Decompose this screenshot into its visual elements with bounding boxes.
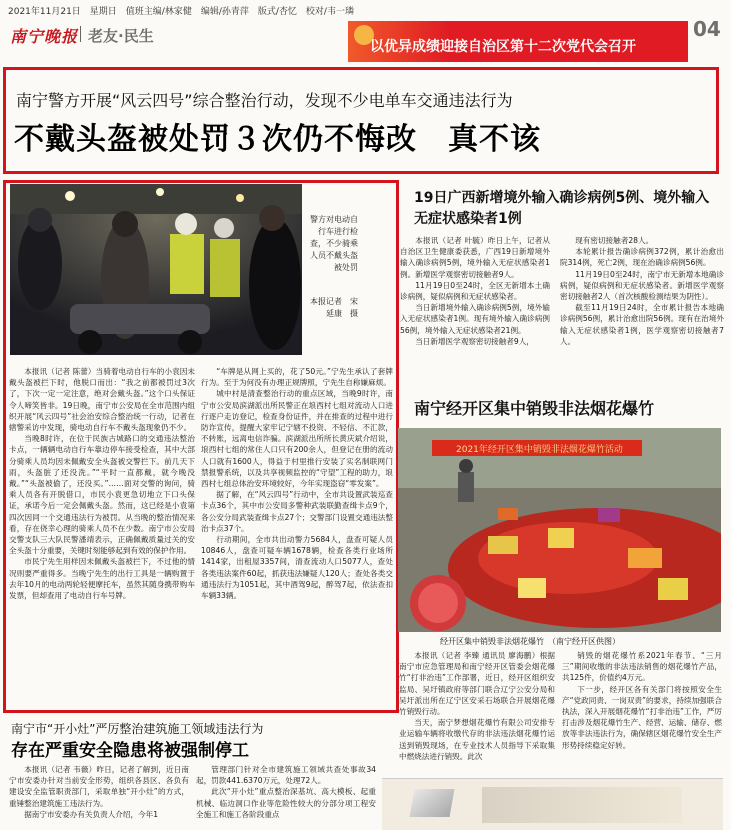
kitchen-kicker: 南宁市“开小灶”严厉整治建筑施工领域违法行为 [11, 722, 264, 736]
lead-headline: 不戴头盔被处罚３次仍不悔改 真不该 [14, 122, 541, 157]
lead-paragraph: “车牌是从网上买的，花了50元。”宁先生承认了套牌行为。至于为何没有办理正规牌照，宁先生自称嫌麻烦。 [201, 367, 393, 388]
lead-kicker: 南宁警方开展“风云四号”综合整治行动，发现不少电单车交通违法行为 [16, 91, 513, 110]
photo-scene [10, 184, 302, 355]
fireworks-photo [398, 428, 721, 632]
covid-paragraph: 现有密切接触者28人。 [575, 236, 654, 245]
lead-paragraph: 行动期间，全市共出动警力5684人，盘查可疑人员10846人，盘查可疑车辆1678辆，检查各类行业场所1414家，出租屋3357间，清查流动人口5077人，查处各类违法案件60起，抓获违法嫌疑人120人；查处各类交通违法行为1051起，其中酒驾9起，醉驾7起，依法查扣车辆33辆。 [201, 535, 393, 601]
fireworks-paragraph: 销毁的烟花爆竹系2021年春节、“三月三”期间收缴的非法违法销售的烟花爆竹产品，共125件，价值约4万元。 [562, 651, 722, 683]
section-title: 老友·民生 [88, 27, 154, 45]
kitchen-column-1 [9, 764, 189, 828]
covid-paragraph: 当日新增境外输入确诊病例5例，境外输入无症状感染者1例。现有境外输入确诊病例56例，境外输入无症状感染者21例。 [400, 303, 550, 335]
fireworks-paragraph: 当天，南宁梦想烟花爆竹有限公司安排专业运输车辆将收缴代存的非法违法烟花爆竹运送到销毁现场，在专业技术人员指导下采取集中燃烧法进行销毁。此次 [399, 718, 555, 761]
lead-paragraph: 据了解，在“风云四号”行动中，全市共设置武装巡查卡点36个，其中市公安局多警种武装联勤查缉卡点9个，各公安分局武装查缉卡点27个；交警部门设置交通违法整治卡点37个。 [201, 490, 393, 533]
covid-paragraph: 11月19日0至24时，南宁市无新增本地确诊病例，疑似病例和无症状感染者。新增医学观察密切接触者2人（首次核酸检测结果为阴性）。 [560, 269, 724, 302]
kitchen-paragraph: 据南宁市安委办有关负责人介绍，今年1 [24, 809, 159, 819]
banner-title: 以优异成绩迎接自治区第十二次党代会召开 [370, 39, 636, 55]
covid-paragraph: 当日新增医学观察密切接触者9人， [415, 336, 534, 346]
fireworks-photo-caption: 经开区集中销毁非法烟花爆竹 （南宁经开区供图） [440, 637, 620, 646]
fireworks-headline: 南宁经开区集中销毁非法烟花爆竹 [414, 399, 655, 418]
kitchen-paragraph: 管理部门针对全市建筑施工领域共查处事故34起，罚款441.6370万元，处理72人。 [196, 765, 376, 786]
covid-paragraph: 本轮累计报告确诊病例372例，累计治愈出院314例，死亡2例，现在治确诊病例56例。 [560, 247, 724, 268]
police-check-photo [10, 184, 302, 355]
photo-credit: 本报记者 宋延康 摄 [310, 297, 358, 318]
fireworks-paragraph: 下一步，经开区各有关部门将按照安全生产“党政同责、一岗双责”的要求，持续加强联合执法，深入开展烟花爆竹“打非治违”工作，严厉打击涉及烟花爆竹生产、经营、运输、储存、燃放等非法违法行为，确保辖区烟花爆竹安全生产形势持续稳定好转。 [562, 684, 722, 750]
party-congress-banner [348, 21, 688, 62]
fireworks-paragraph: 本报讯（记者 李臻 通讯员 廖海鹏）根据南宁市应急管理局和南宁经开区管委会烟花爆竹“打非治违”工作部署，近日，经开区组织安监局、吴圩镇政府等部门联合辽宁公安分局和吴圩派出所在辽宁区安采石场联合开展烟花爆竹销毁行动。 [399, 651, 555, 717]
kitchen-headline: 存在严重安全隐患将被强制停工 [11, 741, 249, 761]
photo-banner-text: 2021年经开区集中销毁非法烟花爆竹活动 [456, 445, 623, 455]
advert-image [482, 787, 682, 823]
covid-headline: 19日广西新增境外输入确诊病例5例、境外输入无症状感染者1例 [414, 190, 710, 227]
covid-paragraph: 截至11月19日24时，全市累计报告本地确诊病例56例，累计治愈出院56例。现有在治境外输入无症状感染者1例，医学观察密切接触者7人。 [560, 303, 724, 346]
lead-paragraph: 本报讯（记者 陈蕾）当骑着电动自行车的小袁因未戴头盔被拦下时，他脱口而出：“我之前都被罚过3次了，下次一定一定注意，绝对会戴头盔。”这个口头保证令人啼笑皆非。19日晚，南宁市公安局在全市范围内组织开展“风云四号”社会治安综合整治统一行动，记者在辖警采访中发现，骑电动自行车不戴头盔现象仍不少。 [9, 367, 195, 433]
lead-column-1 [9, 366, 195, 712]
fireworks-column-2 [562, 650, 722, 775]
masthead-meta: 2021年11月21日 星期日 值班主编/林家健 编辑/孙青萍 版式/杏忆 校对/韦一璘 [8, 7, 354, 17]
page-number: 04 [693, 17, 721, 41]
kitchen-paragraph: 本报讯（记者 韦薇）昨日，记者了解到，近日南宁市安委办针对当前安全形势，组织各县区、各负有建设安全监管职责部门，采取单独“开小灶”的方式，重锤整治建筑施工违法行为。 [9, 765, 189, 808]
lead-column-2 [201, 366, 393, 712]
lead-paragraph: 城中村是清查整治行动的重点区域，当晚9时许，南宁市公安局滨湖派出所民警正在埌西村七组对流动人口进行逐户走访登记，检查身份证件，并在排查的过程中进行防诈宣传，提醒大家牢记宁辖不投资、不轻信、不汇款，不转账，远离电信诈骗。滨湖派出所所长黄庆斌介绍说，埌西村七组的常住人口只有200余人，但登记在册的流动人口就有1600人，得益于村里推行安装了实名制联网门禁报警系统，以及共享视频监控的“守望”工程的助力，埌西村七组总体治安环境较好，今年实现盗窃“零发案”。 [201, 389, 393, 489]
logo-divider [80, 26, 81, 42]
newspaper-logo: 南宁晚报 [10, 27, 79, 46]
gem-icon [410, 789, 455, 817]
fireworks-column-1 [399, 650, 555, 775]
covid-column-1 [400, 235, 550, 387]
kitchen-column-2 [196, 764, 376, 828]
covid-column-2 [560, 235, 724, 387]
photo-caption: 警方对电动自行车进行检查，不少骑乘人员不戴头盔被处罚 [310, 215, 358, 272]
fireworks-scene [398, 428, 721, 632]
bottom-advert [382, 778, 723, 830]
covid-paragraph: 本报讯（记者 叶毓）昨日上午，记者从自治区卫生健康委获悉，广西19日新增境外输入确诊病例5例，境外输入无症状感染者1例。新增医学观察密切接触者9人。 [400, 236, 550, 279]
covid-paragraph: 11月19日0至24时，全区无新增本土确诊病例，疑似病例和无症状感染者。 [400, 280, 550, 302]
kitchen-paragraph: 此次“开小灶”重点整治深基坑、高大模板、起重机械、临边洞口作业等危险性较大的分部分项工程安全施工和施工各阶段重点 [196, 787, 376, 819]
lead-paragraph: 市民宁先生用样因未佩戴头盔被拦下，不过他的情况则要严重得多。当晚宁先生的出行工具是一辆购置于去年10月的电动两轮轻便摩托车，虽然其随身携带购车发票，但却查用了电动自行车号牌。 [9, 557, 195, 601]
lead-paragraph: 当晚8时许，在位于民族古城路口的交通违法整治卡点，一辆辆电动自行车靠边停车接受检查，其中大部分骑乘人员均因未佩戴安全头盔被交警拦下。前几天下雨，头盔脏了还没洗。”“平时一直都戴，就今晚没戴。”“头盔被偷了，还没买。”……面对交警的询问，骑乘人员各有开脱借口，市民小袁更急切地立下口头保证，承诺今后一定会佩戴头盔。然而，这已经是小袁第四次因同一个交通违法行为被罚。从当晚的整治情况来看，存在侥幸心理的骑乘人员不在少数。南宁市公安局交警支队三大队民警潘靖表示，正确佩戴质量过关的安全头盔十分重要，关键时刻能够起到有效的保护作用。 [9, 434, 195, 556]
